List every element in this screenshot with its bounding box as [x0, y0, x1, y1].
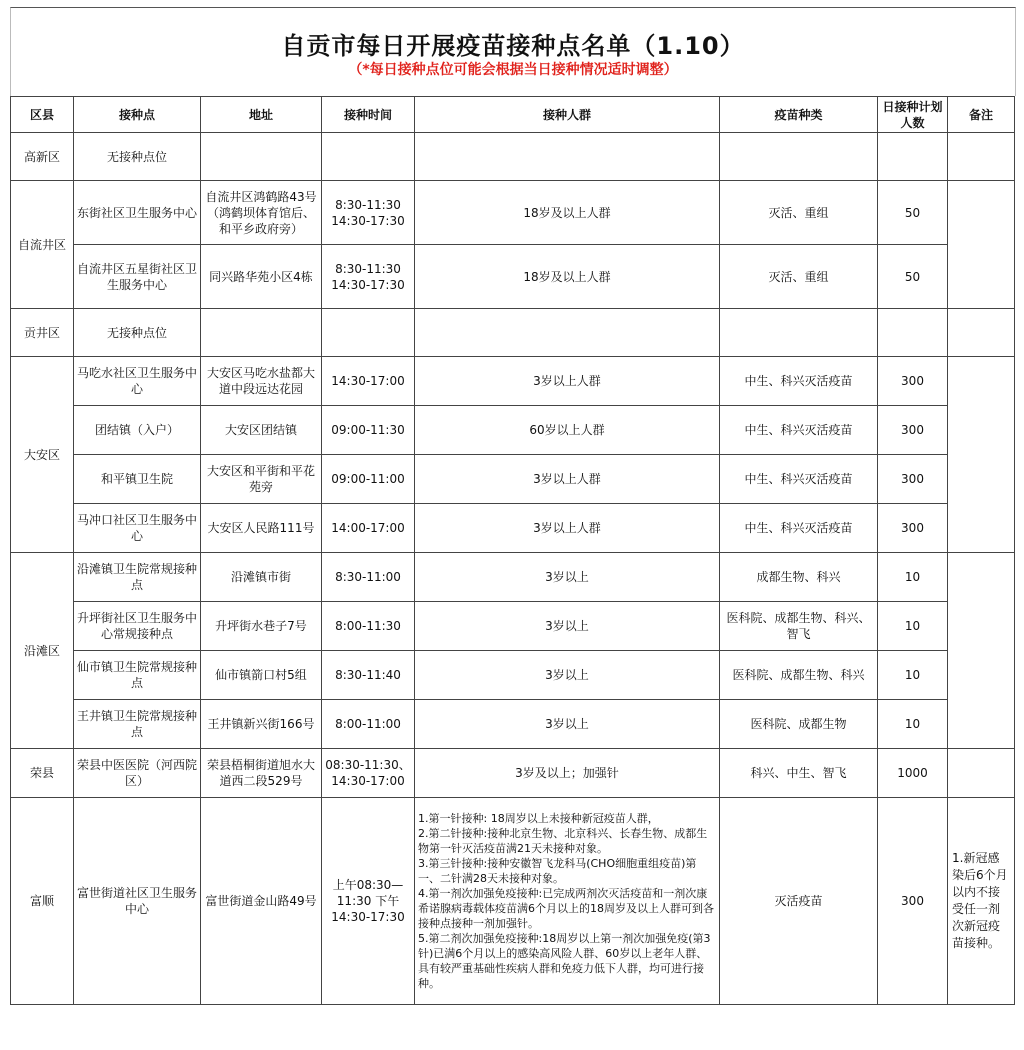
cell-address: 大安区马吃水盐都大道中段远达花园: [201, 357, 322, 406]
cell-crowd: 3岁及以上；加强针: [415, 749, 720, 798]
header-row: [11, 97, 1015, 133]
cell-address: [201, 309, 322, 357]
crowd-item: 5.第二剂次加强免疫接种:18周岁以上第一剂次加强免疫(第3针)已满6个月以上的感染高风险人群、60岁以上老年人群、具有较严重基础性疾病人群和免疫力低下人群，均可进行接种。: [418, 932, 711, 990]
cell-site: 无接种点位: [74, 309, 201, 357]
header-vaccine: 疫苗种类: [720, 97, 878, 133]
table-row: [11, 309, 1015, 357]
cell-crowd: 18岁及以上人群: [415, 245, 720, 309]
cell-time: [322, 309, 415, 357]
cell-district: 大安区: [11, 357, 74, 553]
cell-note: [948, 749, 1015, 798]
cell-site: 马吃水社区卫生服务中心: [74, 357, 201, 406]
cell-site: 团结镇（入户）: [74, 406, 201, 455]
cell-time: 8:30-11:30 14:30-17:30: [322, 181, 415, 245]
cell-plan: 10: [878, 700, 948, 749]
crowd-item: 1.第一针接种: 18周岁以上未接种新冠疫苗人群，: [418, 812, 659, 825]
cell-site: 自流井区五星街社区卫生服务中心: [74, 245, 201, 309]
cell-note: [948, 133, 1015, 181]
cell-site: 王井镇卫生院常规接种点: [74, 700, 201, 749]
title-area: [10, 7, 1016, 96]
cell-address: 富世街道金山路49号: [201, 798, 322, 1005]
cell-vaccine: 灭活疫苗: [720, 798, 878, 1005]
crowd-item: 3.第三针接种:接种安徽智飞龙科马(CHO细胞重组疫苗)第一、二针满28天未接种对象。: [418, 857, 697, 885]
cell-vaccine: 中生、科兴灭活疫苗: [720, 455, 878, 504]
cell-plan: [878, 133, 948, 181]
cell-plan: 300: [878, 357, 948, 406]
cell-crowd: 3岁以上: [415, 651, 720, 700]
page-subtitle: （*每日接种点位可能会根据当日接种情况适时调整）: [348, 62, 678, 78]
cell-crowd: 3岁以上: [415, 553, 720, 602]
table-row: [11, 455, 1015, 504]
cell-vaccine: 中生、科兴灭活疫苗: [720, 357, 878, 406]
table-row: [11, 504, 1015, 553]
cell-plan: 300: [878, 798, 948, 1005]
cell-vaccine: 科兴、中生、智飞: [720, 749, 878, 798]
table-row: [11, 798, 1015, 1005]
cell-site: 马冲口社区卫生服务中心: [74, 504, 201, 553]
header-note: 备注: [948, 97, 1015, 133]
cell-vaccine: 灭活、重组: [720, 181, 878, 245]
cell-note: [948, 309, 1015, 357]
cell-vaccine: 医科院、成都生物: [720, 700, 878, 749]
header-time: 接种时间: [322, 97, 415, 133]
cell-site: 沿滩镇卫生院常规接种点: [74, 553, 201, 602]
cell-time: 14:30-17:00: [322, 357, 415, 406]
table-row: [11, 651, 1015, 700]
cell-address: 荣县梧桐街道旭水大道西二段529号: [201, 749, 322, 798]
cell-site: 仙市镇卫生院常规接种点: [74, 651, 201, 700]
header-district: 区县: [11, 97, 74, 133]
cell-crowd: [415, 309, 720, 357]
cell-vaccine: 成都生物、科兴: [720, 553, 878, 602]
cell-plan: 10: [878, 651, 948, 700]
table-row: [11, 700, 1015, 749]
cell-address: 自流井区鸿鹤路43号（鸿鹤坝体育馆后、和平乡政府旁）: [201, 181, 322, 245]
cell-time: 8:30-11:00: [322, 553, 415, 602]
cell-site: 富世街道社区卫生服务中心: [74, 798, 201, 1005]
cell-note: [948, 357, 1015, 553]
cell-time: 08:30-11:30、14:30-17:00: [322, 749, 415, 798]
cell-address: 升坪街水巷子7号: [201, 602, 322, 651]
cell-vaccine: 医科院、成都生物、科兴: [720, 651, 878, 700]
crowd-item: 2.第二针接种:接种北京生物、北京科兴、长春生物、成都生物第一针灭活疫苗满21天未接种对象。: [418, 827, 708, 855]
cell-site: 和平镇卫生院: [74, 455, 201, 504]
cell-time: [322, 133, 415, 181]
cell-crowd: 3岁以上: [415, 700, 720, 749]
cell-plan: 300: [878, 455, 948, 504]
cell-site: 荣县中医医院（河西院区）: [74, 749, 201, 798]
table-row: [11, 602, 1015, 651]
header-plan: 日接种计划人数: [878, 97, 948, 133]
cell-district: 贡井区: [11, 309, 74, 357]
table-row: [11, 553, 1015, 602]
vaccination-table: [10, 96, 1015, 1005]
cell-address: 王井镇新兴街166号: [201, 700, 322, 749]
vaccination-sheet: [10, 7, 1020, 1037]
header-address: 地址: [201, 97, 322, 133]
cell-crowd: 3岁以上: [415, 602, 720, 651]
cell-vaccine: 灭活、重组: [720, 245, 878, 309]
cell-time: 8:30-11:40: [322, 651, 415, 700]
table-row: [11, 406, 1015, 455]
cell-plan: [878, 309, 948, 357]
cell-vaccine: 医科院、成都生物、科兴、智飞: [720, 602, 878, 651]
page-title: 自贡市每日开展疫苗接种点名单（1.10）: [281, 32, 745, 60]
header-site: 接种点: [74, 97, 201, 133]
cell-note: [948, 553, 1015, 749]
cell-plan: 50: [878, 181, 948, 245]
crowd-item: 4.第一剂次加强免疫接种:已完成两剂次灭活疫苗和一剂次康希诺腺病毒载体疫苗满6个月以上的18周岁及以上人群可到各接种点接种一剂加强针。: [418, 887, 714, 930]
cell-site: 东街社区卫生服务中心: [74, 181, 201, 245]
cell-address: 同兴路华苑小区4栋: [201, 245, 322, 309]
table-row: [11, 749, 1015, 798]
cell-note: 1.新冠感染后6个月以内不接受任一剂次新冠疫苗接种。: [948, 798, 1015, 1005]
cell-time: 上午08:30—11:30 下午14:30-17:30: [322, 798, 415, 1005]
cell-district: 富顺: [11, 798, 74, 1005]
table-row: [11, 181, 1015, 245]
cell-plan: 50: [878, 245, 948, 309]
cell-note: [948, 181, 1015, 309]
table-row: [11, 133, 1015, 181]
cell-time: 8:00-11:30: [322, 602, 415, 651]
cell-time: 09:00-11:00: [322, 455, 415, 504]
cell-address: 沿滩镇市街: [201, 553, 322, 602]
cell-time: 09:00-11:30: [322, 406, 415, 455]
cell-plan: 300: [878, 504, 948, 553]
cell-address: 大安区和平街和平花苑旁: [201, 455, 322, 504]
cell-plan: 1000: [878, 749, 948, 798]
cell-vaccine: [720, 309, 878, 357]
cell-crowd: 3岁以上人群: [415, 504, 720, 553]
cell-time: 14:00-17:00: [322, 504, 415, 553]
cell-site: 无接种点位: [74, 133, 201, 181]
cell-plan: 300: [878, 406, 948, 455]
cell-vaccine: [720, 133, 878, 181]
cell-time: 8:00-11:00: [322, 700, 415, 749]
header-crowd: 接种人群: [415, 97, 720, 133]
cell-site: 升坪街社区卫生服务中心常规接种点: [74, 602, 201, 651]
table-row: [11, 245, 1015, 309]
table-row: [11, 357, 1015, 406]
cell-district: 高新区: [11, 133, 74, 181]
cell-address: 仙市镇箭口村5组: [201, 651, 322, 700]
cell-crowd: [415, 798, 720, 1005]
cell-address: 大安区团结镇: [201, 406, 322, 455]
cell-time: 8:30-11:30 14:30-17:30: [322, 245, 415, 309]
cell-plan: 10: [878, 553, 948, 602]
cell-district: 沿滩区: [11, 553, 74, 749]
cell-district: 荣县: [11, 749, 74, 798]
cell-crowd: 60岁以上人群: [415, 406, 720, 455]
cell-crowd: 3岁以上人群: [415, 357, 720, 406]
cell-address: 大安区人民路111号: [201, 504, 322, 553]
cell-address: [201, 133, 322, 181]
cell-crowd: [415, 133, 720, 181]
cell-district: 自流井区: [11, 181, 74, 309]
cell-crowd: 3岁以上人群: [415, 455, 720, 504]
cell-vaccine: 中生、科兴灭活疫苗: [720, 504, 878, 553]
cell-crowd: 18岁及以上人群: [415, 181, 720, 245]
cell-vaccine: 中生、科兴灭活疫苗: [720, 406, 878, 455]
cell-plan: 10: [878, 602, 948, 651]
